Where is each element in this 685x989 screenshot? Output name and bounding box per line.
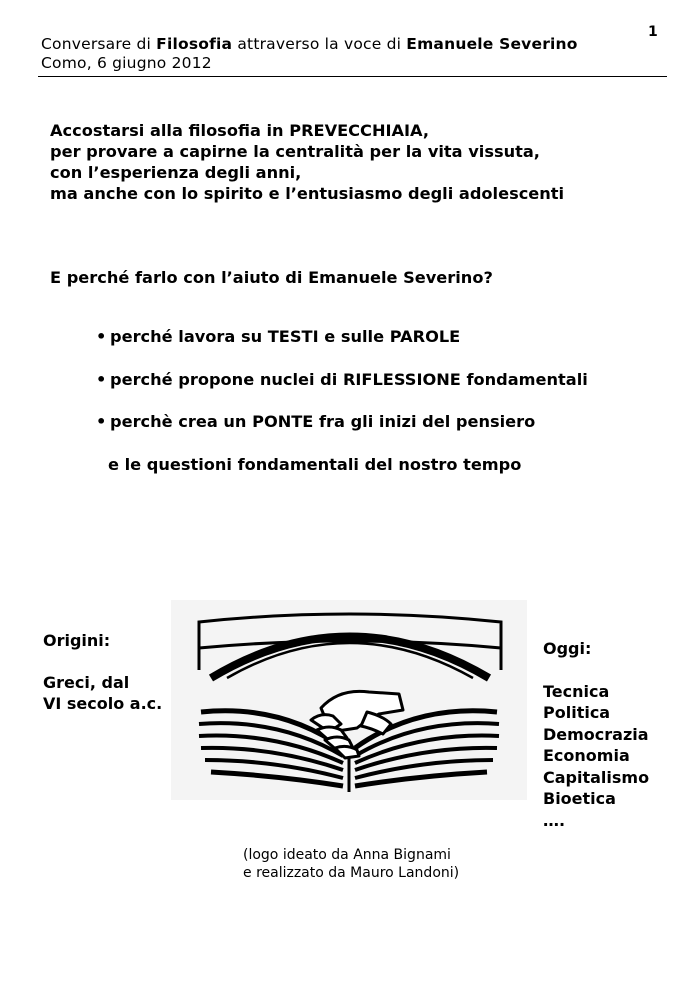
today-item: …. bbox=[543, 810, 566, 830]
question-heading: E perché farlo con l’aiuto di Emanuele Severino? bbox=[50, 268, 493, 287]
caption-line: e realizzato da Mauro Landoni) bbox=[243, 865, 460, 881]
origins-title: Origini: bbox=[43, 631, 111, 650]
reason-text: perché propone nuclei di RIFLESSIONE fondamentali bbox=[110, 370, 588, 389]
reason-text: perchè crea un PONTE fra gli inizi del pensiero bbox=[110, 412, 536, 431]
bullet-icon: • bbox=[96, 412, 107, 431]
logo-caption bbox=[243, 846, 459, 882]
today-item: Politica bbox=[543, 703, 611, 722]
header-date: Como, 6 giugno 2012 bbox=[41, 54, 212, 72]
today-title: Oggi: bbox=[543, 639, 592, 658]
header-title-part: Conversare di bbox=[41, 35, 157, 53]
page-number: 1 bbox=[648, 24, 658, 40]
today-item: Capitalismo bbox=[543, 767, 650, 787]
header-title-part: attraverso la voce di bbox=[232, 35, 407, 53]
today-item: Bioetica bbox=[543, 789, 616, 808]
header-title bbox=[41, 35, 578, 54]
reason-item bbox=[96, 327, 460, 346]
today-item: Democrazia bbox=[543, 724, 649, 744]
bridge-handshake-book-logo-icon bbox=[171, 600, 527, 800]
reason-text: perché lavora su TESTI e sulle PAROLE bbox=[110, 327, 461, 346]
today-item: Economia bbox=[543, 746, 630, 765]
today-item: Tecnica bbox=[543, 681, 610, 701]
header-title-author: Emanuele Severino bbox=[406, 35, 578, 53]
bullet-icon: • bbox=[96, 370, 107, 389]
reason-continuation: e le questioni fondamentali del nostro tempo bbox=[108, 455, 522, 474]
reason-item bbox=[96, 412, 535, 431]
origins-line: Greci, dal bbox=[43, 673, 130, 692]
reason-item bbox=[96, 370, 588, 389]
header-title-keyword: Filosofia bbox=[156, 35, 233, 53]
intro-line: Accostarsi alla filosofia in PREVECCHIAIA, bbox=[50, 121, 430, 140]
origins-line: VI secolo a.c. bbox=[43, 694, 163, 713]
intro-paragraph bbox=[50, 120, 564, 204]
origins-block bbox=[43, 630, 162, 714]
intro-line: ma anche con lo spirito e l’entusiasmo degli adolescenti bbox=[50, 184, 565, 203]
header-divider bbox=[38, 76, 667, 77]
caption-line: (logo ideato da Anna Bignami bbox=[243, 847, 451, 863]
today-block bbox=[543, 638, 649, 831]
document-header bbox=[41, 35, 578, 73]
bullet-icon: • bbox=[96, 327, 107, 346]
intro-line: per provare a capirne la centralità per la vita vissuta, bbox=[50, 142, 540, 161]
intro-line: con l’esperienza degli anni, bbox=[50, 163, 302, 182]
